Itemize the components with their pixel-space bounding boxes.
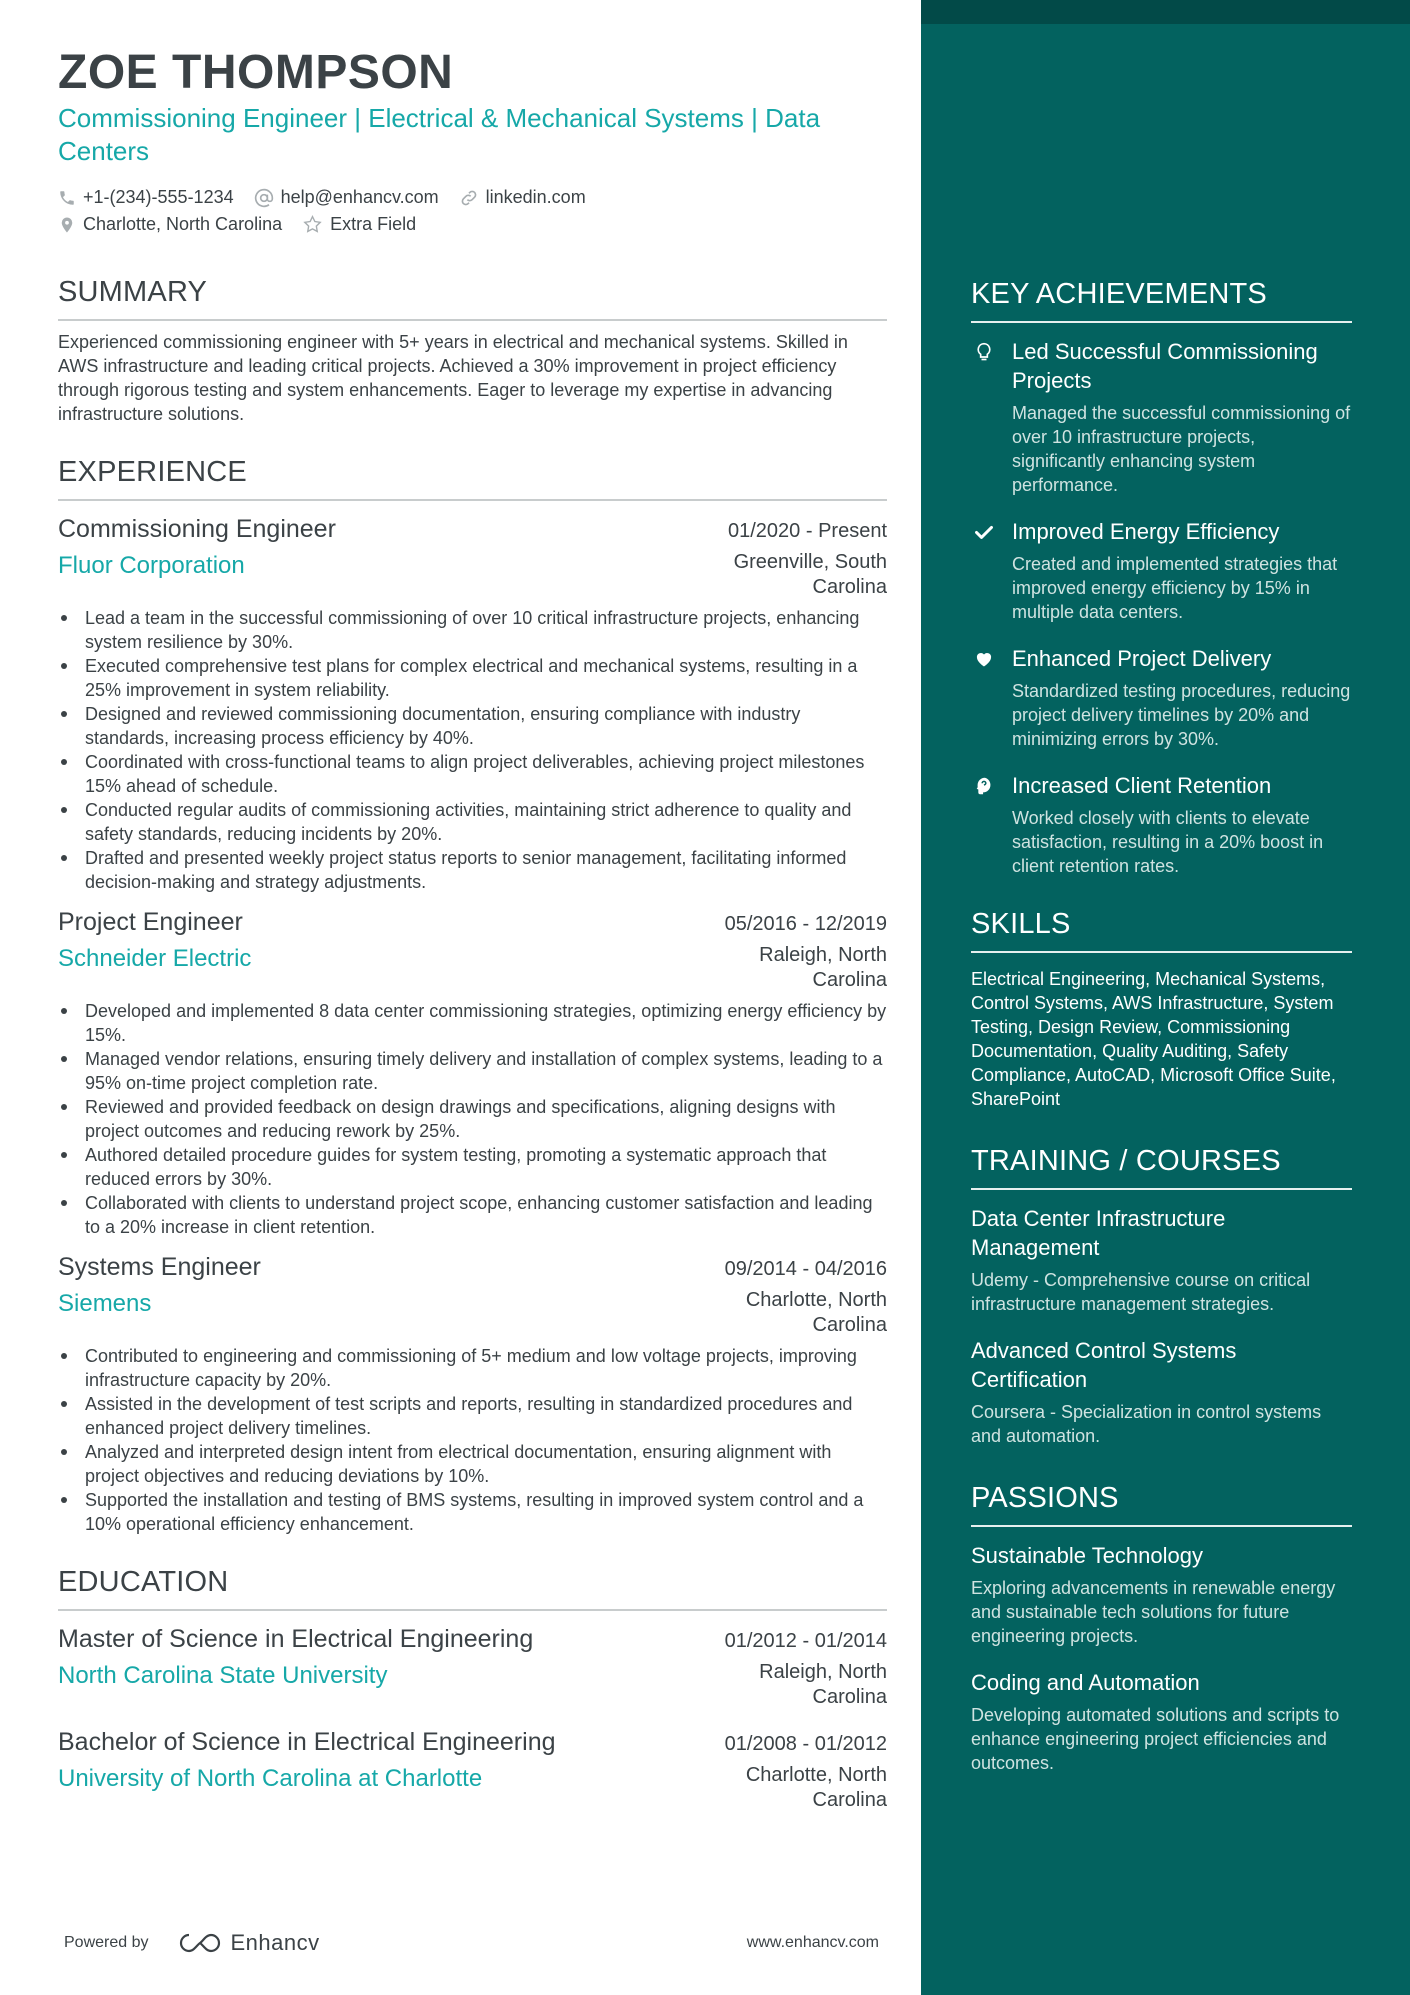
extra-text: Extra Field <box>330 214 417 234</box>
achievement-item <box>971 337 1352 497</box>
contact-link[interactable] <box>459 187 586 208</box>
link-text: linkedin.com <box>485 187 586 207</box>
job-bullets <box>58 1344 887 1536</box>
skills-title: SKILLS <box>971 908 1352 953</box>
summary-text: Experienced commissioning engineer with 5+ years in electrical and mechanical systems. Skilled in AWS infrastructure and leading critical projects. Achieved a 30% improvement in project efficiency through rigorous testing and system enhancements. Eager to leverage my expertise in advancing infrastructure solutions. <box>58 332 848 424</box>
job-bullet: Conducted regular audits of commissioning activities, maintaining strict adherence to quality and safety standards, reducing incidents by 20%. <box>58 798 887 846</box>
achievement-item <box>971 517 1352 624</box>
resume-main-column <box>58 46 887 1813</box>
link-icon <box>459 188 479 208</box>
job-bullet: Contributed to engineering and commissioning of 5+ medium and low voltage projects, improving infrastructure capacity by 20%. <box>58 1344 887 1392</box>
school-name: University of North Carolina at Charlotte <box>58 1765 483 1792</box>
degree-title: Master of Science in Electrical Engineering <box>58 1625 534 1653</box>
passion-item-desc: Developing automated solutions and scripts to enhance engineering project efficiencies and outcomes. <box>971 1705 1340 1773</box>
candidate-name: ZOE THOMPSON <box>58 46 454 99</box>
job-company: Siemens <box>58 1290 152 1317</box>
sidebar-top-band <box>921 0 1410 24</box>
job-bullet: Executed comprehensive test plans for complex electrical and mechanical systems, resulting in a 25% improvement in system reliability. <box>58 654 887 702</box>
resume-footer <box>64 1928 879 1958</box>
education-date: 01/2012 - 01/2014 <box>724 1630 887 1652</box>
job-bullet: Reviewed and provided feedback on design drawings and specifications, aligning designs with project outcomes and reducing rework by 25%. <box>58 1095 887 1143</box>
job-location: Greenville, South Carolina <box>733 551 887 598</box>
job-entry <box>58 906 887 1239</box>
achievement-title: Led Successful Commissioning Projects <box>1012 339 1318 393</box>
job-company: Fluor Corporation <box>58 552 245 579</box>
experience-section <box>58 456 887 1536</box>
job-bullet: Authored detailed procedure guides for system testing, promoting a systematic approach that reduced errors by 30%. <box>58 1143 887 1191</box>
job-bullet: Supported the installation and testing of BMS systems, resulting in improved system control and a 10% operational efficiency enhancement. <box>58 1488 887 1536</box>
passion-item-title: Sustainable Technology <box>971 1543 1203 1568</box>
achievement-desc: Created and implemented strategies that improved energy efficiency by 15% in multiple data centers. <box>1012 554 1338 622</box>
location-text: Charlotte, North Carolina <box>83 214 283 234</box>
passion-item-title: Coding and Automation <box>971 1670 1200 1695</box>
at-sign-icon <box>254 188 274 208</box>
achievement-desc: Standardized testing procedures, reducing project delivery timelines by 20% and minimizing errors by 30%. <box>1012 681 1351 749</box>
passion-item <box>971 1541 1352 1648</box>
passion-item <box>971 1668 1352 1775</box>
summary-title: SUMMARY <box>58 276 887 321</box>
achievement-item <box>971 771 1352 878</box>
experience-title: EXPERIENCE <box>58 456 887 501</box>
summary-section <box>58 276 887 426</box>
achievement-title: Enhanced Project Delivery <box>1012 646 1272 671</box>
contact-email[interactable] <box>254 187 439 208</box>
passions-title: PASSIONS <box>971 1482 1352 1527</box>
powered-by-label: Powered by <box>64 1934 149 1951</box>
resume-sidebar <box>921 0 1410 1995</box>
passion-item-desc: Exploring advancements in renewable energy and sustainable tech solutions for future engineering projects. <box>971 1578 1336 1646</box>
school-location: Charlotte, North Carolina <box>745 1764 887 1811</box>
brand-name: Enhancv <box>230 1930 320 1955</box>
job-entry <box>58 1251 887 1536</box>
achievement-item <box>971 644 1352 751</box>
education-date: 01/2008 - 01/2012 <box>724 1733 887 1755</box>
school-location: Raleigh, North Carolina <box>759 1661 887 1708</box>
education-entry <box>58 1726 887 1813</box>
job-bullets <box>58 606 887 894</box>
training-item-title: Data Center Infrastructure Management <box>971 1206 1226 1260</box>
job-title: Systems Engineer <box>58 1253 261 1281</box>
training-item-desc: Coursera - Specialization in control systems and automation. <box>971 1402 1322 1446</box>
achievement-desc: Worked closely with clients to elevate satisfaction, resulting in a 20% boost in client retention rates. <box>1012 808 1324 876</box>
location-pin-icon <box>58 216 76 234</box>
education-title: EDUCATION <box>58 1566 887 1611</box>
contact-extra <box>302 214 416 235</box>
job-bullet: Managed vendor relations, ensuring timely delivery and installation of complex systems, leading to a 95% on-time project completion rate. <box>58 1047 887 1095</box>
training-item <box>971 1204 1352 1316</box>
footer-website[interactable]: www.enhancv.com <box>746 1934 879 1951</box>
school-name: North Carolina State University <box>58 1662 388 1689</box>
achievement-title: Increased Client Retention <box>1012 773 1272 798</box>
lightbulb-icon <box>973 341 995 363</box>
phone-icon <box>58 189 76 207</box>
training-item <box>971 1336 1352 1448</box>
powered-by <box>64 1930 320 1956</box>
job-bullet: Designed and reviewed commissioning documentation, ensuring compliance with industry standards, increasing process efficiency by 40%. <box>58 702 887 750</box>
achievement-title: Improved Energy Efficiency <box>1012 519 1280 544</box>
star-icon <box>302 214 323 235</box>
enhancv-logo-icon <box>177 1931 223 1955</box>
contact-location <box>58 214 282 235</box>
job-bullet: Coordinated with cross-functional teams to align project deliverables, achieving project milestones 15% ahead of schedule. <box>58 750 887 798</box>
heart-icon <box>973 648 995 670</box>
job-bullet: Lead a team in the successful commissioning of over 10 critical infrastructure projects, enhancing system resilience by 30%. <box>58 606 887 654</box>
job-bullet: Developed and implemented 8 data center commissioning strategies, optimizing energy efficiency by 15%. <box>58 999 887 1047</box>
contact-phone[interactable] <box>58 187 234 208</box>
job-title: Project Engineer <box>58 908 243 936</box>
achievements-title: KEY ACHIEVEMENTS <box>971 278 1352 323</box>
brand-logo[interactable] <box>177 1930 320 1956</box>
job-location: Raleigh, North Carolina <box>759 944 887 991</box>
job-entry <box>58 513 887 894</box>
training-item-title: Advanced Control Systems Certification <box>971 1338 1237 1392</box>
job-location: Charlotte, North Carolina <box>745 1289 887 1336</box>
email-text: help@enhancv.com <box>280 187 439 207</box>
candidate-headline: Commissioning Engineer | Electrical & Mechanical Systems | Data Centers <box>58 103 821 166</box>
job-bullet: Collaborated with clients to understand project scope, enhancing customer satisfaction and leading to a 20% increase in client retention. <box>58 1191 887 1239</box>
job-bullet: Analyzed and interpreted design intent from electrical documentation, ensuring alignment with project objectives and reducing deviations by 10%. <box>58 1440 887 1488</box>
brain-icon <box>973 775 995 797</box>
degree-title: Bachelor of Science in Electrical Engineering <box>58 1728 556 1756</box>
contact-info <box>58 184 887 238</box>
job-bullet: Drafted and presented weekly project status reports to senior management, facilitating informed decision-making and strategy adjustments. <box>58 846 887 894</box>
phone-text: +1-(234)-555-1234 <box>83 187 234 207</box>
job-date: 09/2014 - 04/2016 <box>724 1258 887 1280</box>
job-date: 01/2020 - Present <box>728 520 887 542</box>
job-company: Schneider Electric <box>58 945 252 972</box>
checkmark-icon <box>973 521 995 543</box>
training-title: TRAINING / COURSES <box>971 1145 1352 1190</box>
skills-text: Electrical Engineering, Mechanical Systems, Control Systems, AWS Infrastructure, System Testing, Design Review, Commissioning Documentation, Quality Auditing, Safety Compliance, AutoCAD, Microsoft Office Suite, SharePoint <box>971 969 1336 1109</box>
job-title: Commissioning Engineer <box>58 515 336 543</box>
achievement-desc: Managed the successful commissioning of over 10 infrastructure projects, significantly enhancing system performance. <box>1012 403 1351 495</box>
education-entry <box>58 1623 887 1710</box>
training-item-desc: Udemy - Comprehensive course on critical infrastructure management strategies. <box>971 1270 1311 1314</box>
education-section <box>58 1566 887 1813</box>
job-date: 05/2016 - 12/2019 <box>724 913 887 935</box>
job-bullets <box>58 999 887 1239</box>
job-bullet: Assisted in the development of test scripts and reports, resulting in standardized procedures and enhanced project delivery timelines. <box>58 1392 887 1440</box>
